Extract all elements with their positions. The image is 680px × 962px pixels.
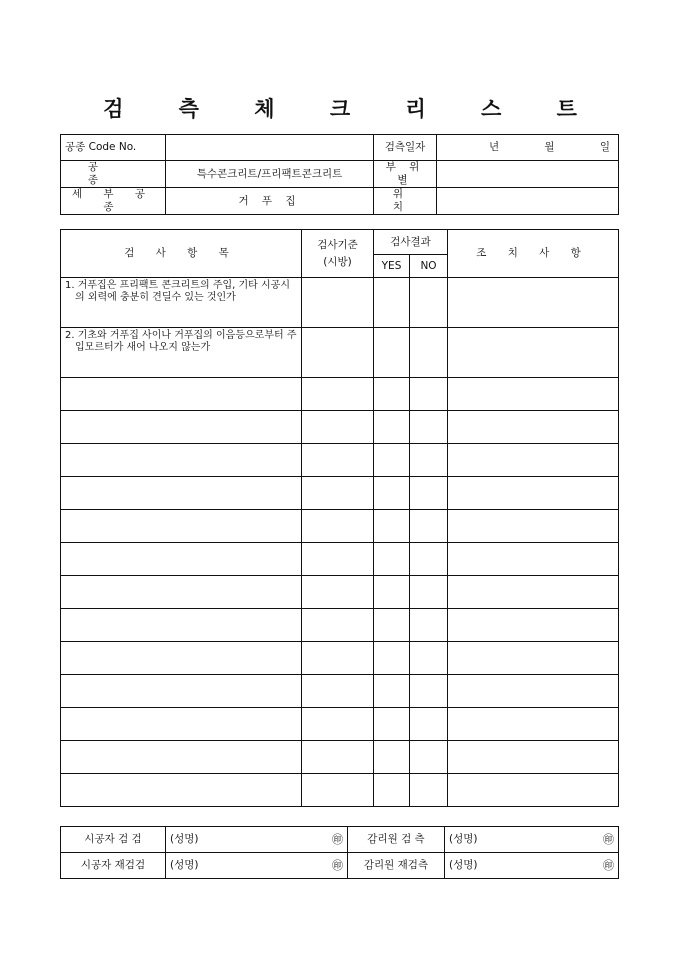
checklist-criteria-cell[interactable] — [302, 477, 374, 510]
checklist-yes-cell[interactable] — [374, 411, 410, 444]
supervisor-inspect-label: 감리원 검 측 — [348, 827, 445, 853]
checklist-item-text[interactable] — [61, 477, 302, 510]
code-label: 공종 Code No. — [61, 135, 166, 161]
checklist-criteria-cell[interactable] — [302, 444, 374, 477]
checklist-no-cell[interactable] — [410, 411, 448, 444]
code-value[interactable] — [166, 135, 374, 161]
header-criteria-line2: (시방) — [323, 255, 352, 268]
checklist-row — [61, 642, 619, 675]
checklist-item-text[interactable] — [61, 411, 302, 444]
checklist-no-cell[interactable] — [410, 444, 448, 477]
checklist-criteria-cell[interactable] — [302, 411, 374, 444]
header-action: 조 치 사 항 — [448, 230, 619, 278]
checklist-table — [60, 229, 619, 807]
checklist-item-text[interactable] — [61, 378, 302, 411]
contractor-inspect-name[interactable]: (성명) — [166, 827, 272, 853]
checklist-no-cell[interactable] — [410, 642, 448, 675]
checklist-criteria-cell[interactable] — [302, 576, 374, 609]
checklist-action-cell[interactable] — [448, 774, 619, 807]
checklist-yes-cell[interactable] — [374, 576, 410, 609]
checklist-row — [61, 328, 619, 378]
checklist-yes-cell[interactable] — [374, 708, 410, 741]
checklist-action-cell[interactable] — [448, 543, 619, 576]
signature-row-2 — [61, 853, 619, 879]
checklist-no-cell[interactable] — [410, 477, 448, 510]
checklist-action-cell[interactable] — [448, 477, 619, 510]
checklist-row — [61, 444, 619, 477]
contractor-inspect-label: 시공자 검 검 — [61, 827, 166, 853]
checklist-no-cell[interactable] — [410, 543, 448, 576]
seal-icon: ㊞ — [272, 827, 348, 853]
checklist-action-cell[interactable] — [448, 642, 619, 675]
info-row-detail — [61, 188, 619, 215]
date-month: 월 — [544, 141, 555, 153]
checklist-yes-cell[interactable] — [374, 543, 410, 576]
checklist-yes-cell[interactable] — [374, 774, 410, 807]
checklist-criteria-cell[interactable] — [302, 741, 374, 774]
detail-label: 세 부 공 종 — [61, 188, 166, 215]
checklist-criteria-cell[interactable] — [302, 543, 374, 576]
checklist-action-cell[interactable] — [448, 675, 619, 708]
checklist-item-text[interactable] — [61, 543, 302, 576]
seal-icon: ㊞ — [555, 827, 619, 853]
checklist-criteria-cell[interactable] — [302, 675, 374, 708]
checklist-row — [61, 510, 619, 543]
checklist-row — [61, 675, 619, 708]
checklist-no-cell[interactable] — [410, 576, 448, 609]
checklist-no-cell[interactable] — [410, 675, 448, 708]
date-value[interactable] — [437, 135, 619, 161]
checklist-item-text[interactable] — [61, 278, 302, 328]
contractor-reinspect-name[interactable]: (성명) — [166, 853, 272, 879]
checklist-yes-cell[interactable] — [374, 609, 410, 642]
checklist-item-text[interactable] — [61, 741, 302, 774]
checklist-criteria-cell[interactable] — [302, 378, 374, 411]
date-year: 년 — [489, 141, 500, 153]
checklist-action-cell[interactable] — [448, 741, 619, 774]
detail-value[interactable]: 거 푸 집 — [166, 188, 374, 215]
checklist-item-text[interactable] — [61, 510, 302, 543]
checklist-row — [61, 609, 619, 642]
checklist-criteria-cell[interactable] — [302, 609, 374, 642]
part-label: 부 위 별 — [374, 161, 437, 188]
checklist-item-text[interactable] — [61, 576, 302, 609]
date-label: 검측일자 — [374, 135, 437, 161]
checklist-header-row-1 — [61, 230, 619, 255]
gongjong-value[interactable]: 특수콘크리트/프리팩트콘크리트 — [166, 161, 374, 188]
checklist-item-text[interactable] — [61, 774, 302, 807]
header-item: 검 사 항 목 — [61, 230, 302, 278]
header-yes: YES — [374, 255, 410, 278]
checklist-row — [61, 278, 619, 328]
checklist-row — [61, 576, 619, 609]
header-result: 검사결과 — [374, 230, 448, 255]
checklist-row — [61, 708, 619, 741]
checklist-no-cell[interactable] — [410, 609, 448, 642]
header-criteria — [302, 230, 374, 278]
checklist-yes-cell[interactable] — [374, 378, 410, 411]
checklist-action-cell[interactable] — [448, 708, 619, 741]
checklist-no-cell[interactable] — [410, 278, 448, 328]
checklist-yes-cell[interactable] — [374, 444, 410, 477]
checklist-no-cell[interactable] — [410, 741, 448, 774]
checklist-no-cell[interactable] — [410, 774, 448, 807]
checklist-yes-cell[interactable] — [374, 741, 410, 774]
checklist-action-cell[interactable] — [448, 609, 619, 642]
info-row-code — [61, 135, 619, 161]
checklist-item-text[interactable] — [61, 444, 302, 477]
checklist-no-cell[interactable] — [410, 708, 448, 741]
checklist-criteria-cell[interactable] — [302, 642, 374, 675]
checklist-row — [61, 741, 619, 774]
info-table — [60, 134, 619, 215]
location-value[interactable] — [437, 188, 619, 215]
gongjong-label: 공 종 — [61, 161, 166, 188]
checklist-row — [61, 543, 619, 576]
date-day: 일 — [599, 141, 610, 153]
checklist-criteria-cell[interactable] — [302, 278, 374, 328]
signature-table — [60, 826, 619, 879]
supervisor-reinspect-name[interactable]: (성명) — [445, 853, 555, 879]
checklist-item-label: 1. 거푸집은 프리팩트 콘크리트의 주입, 기타 시공시의 외력에 충분히 견딜수 있는 것인가 — [65, 280, 290, 303]
signature-row-1 — [61, 827, 619, 853]
checklist-item-text[interactable] — [61, 642, 302, 675]
seal-icon: ㊞ — [272, 853, 348, 879]
checklist-action-cell[interactable] — [448, 444, 619, 477]
checklist-item-text[interactable] — [61, 328, 302, 378]
checklist-yes-cell[interactable] — [374, 477, 410, 510]
checklist-action-cell[interactable] — [448, 328, 619, 378]
checklist-action-cell[interactable] — [448, 510, 619, 543]
checklist-criteria-cell[interactable] — [302, 708, 374, 741]
seal-icon: ㊞ — [555, 853, 619, 879]
header-no: NO — [410, 255, 448, 278]
checklist-action-cell[interactable] — [448, 576, 619, 609]
checklist-criteria-cell[interactable] — [302, 510, 374, 543]
checklist-yes-cell[interactable] — [374, 328, 410, 378]
checklist-criteria-cell[interactable] — [302, 774, 374, 807]
info-row-gongjong — [61, 161, 619, 188]
checklist-row — [61, 378, 619, 411]
checklist-yes-cell[interactable] — [374, 510, 410, 543]
checklist-no-cell[interactable] — [410, 378, 448, 411]
checklist-item-text[interactable] — [61, 675, 302, 708]
checklist-action-cell[interactable] — [448, 278, 619, 328]
supervisor-inspect-name[interactable]: (성명) — [445, 827, 555, 853]
checklist-row — [61, 411, 619, 444]
header-criteria-line1: 검사기준 — [317, 238, 358, 251]
checklist-criteria-cell[interactable] — [302, 328, 374, 378]
checklist-item-text[interactable] — [61, 609, 302, 642]
checklist-row — [61, 774, 619, 807]
checklist-item-label: 2. 기초와 거푸집 사이나 거푸집의 이음등으로부터 주입모르터가 새어 나오지 않는가 — [65, 330, 297, 353]
contractor-reinspect-label: 시공자 재검검 — [61, 853, 166, 879]
checklist-row — [61, 477, 619, 510]
checklist-yes-cell[interactable] — [374, 642, 410, 675]
checklist-yes-cell[interactable] — [374, 278, 410, 328]
checklist-action-cell[interactable] — [448, 411, 619, 444]
checklist-yes-cell[interactable] — [374, 675, 410, 708]
checklist-no-cell[interactable] — [410, 328, 448, 378]
checklist-item-text[interactable] — [61, 708, 302, 741]
checklist-action-cell[interactable] — [448, 378, 619, 411]
location-label: 위 치 — [374, 188, 437, 215]
part-value[interactable] — [437, 161, 619, 188]
page-title: 검 측 체 크 리 스 트 — [103, 96, 601, 121]
checklist-no-cell[interactable] — [410, 510, 448, 543]
supervisor-reinspect-label: 감리원 재검측 — [348, 853, 445, 879]
